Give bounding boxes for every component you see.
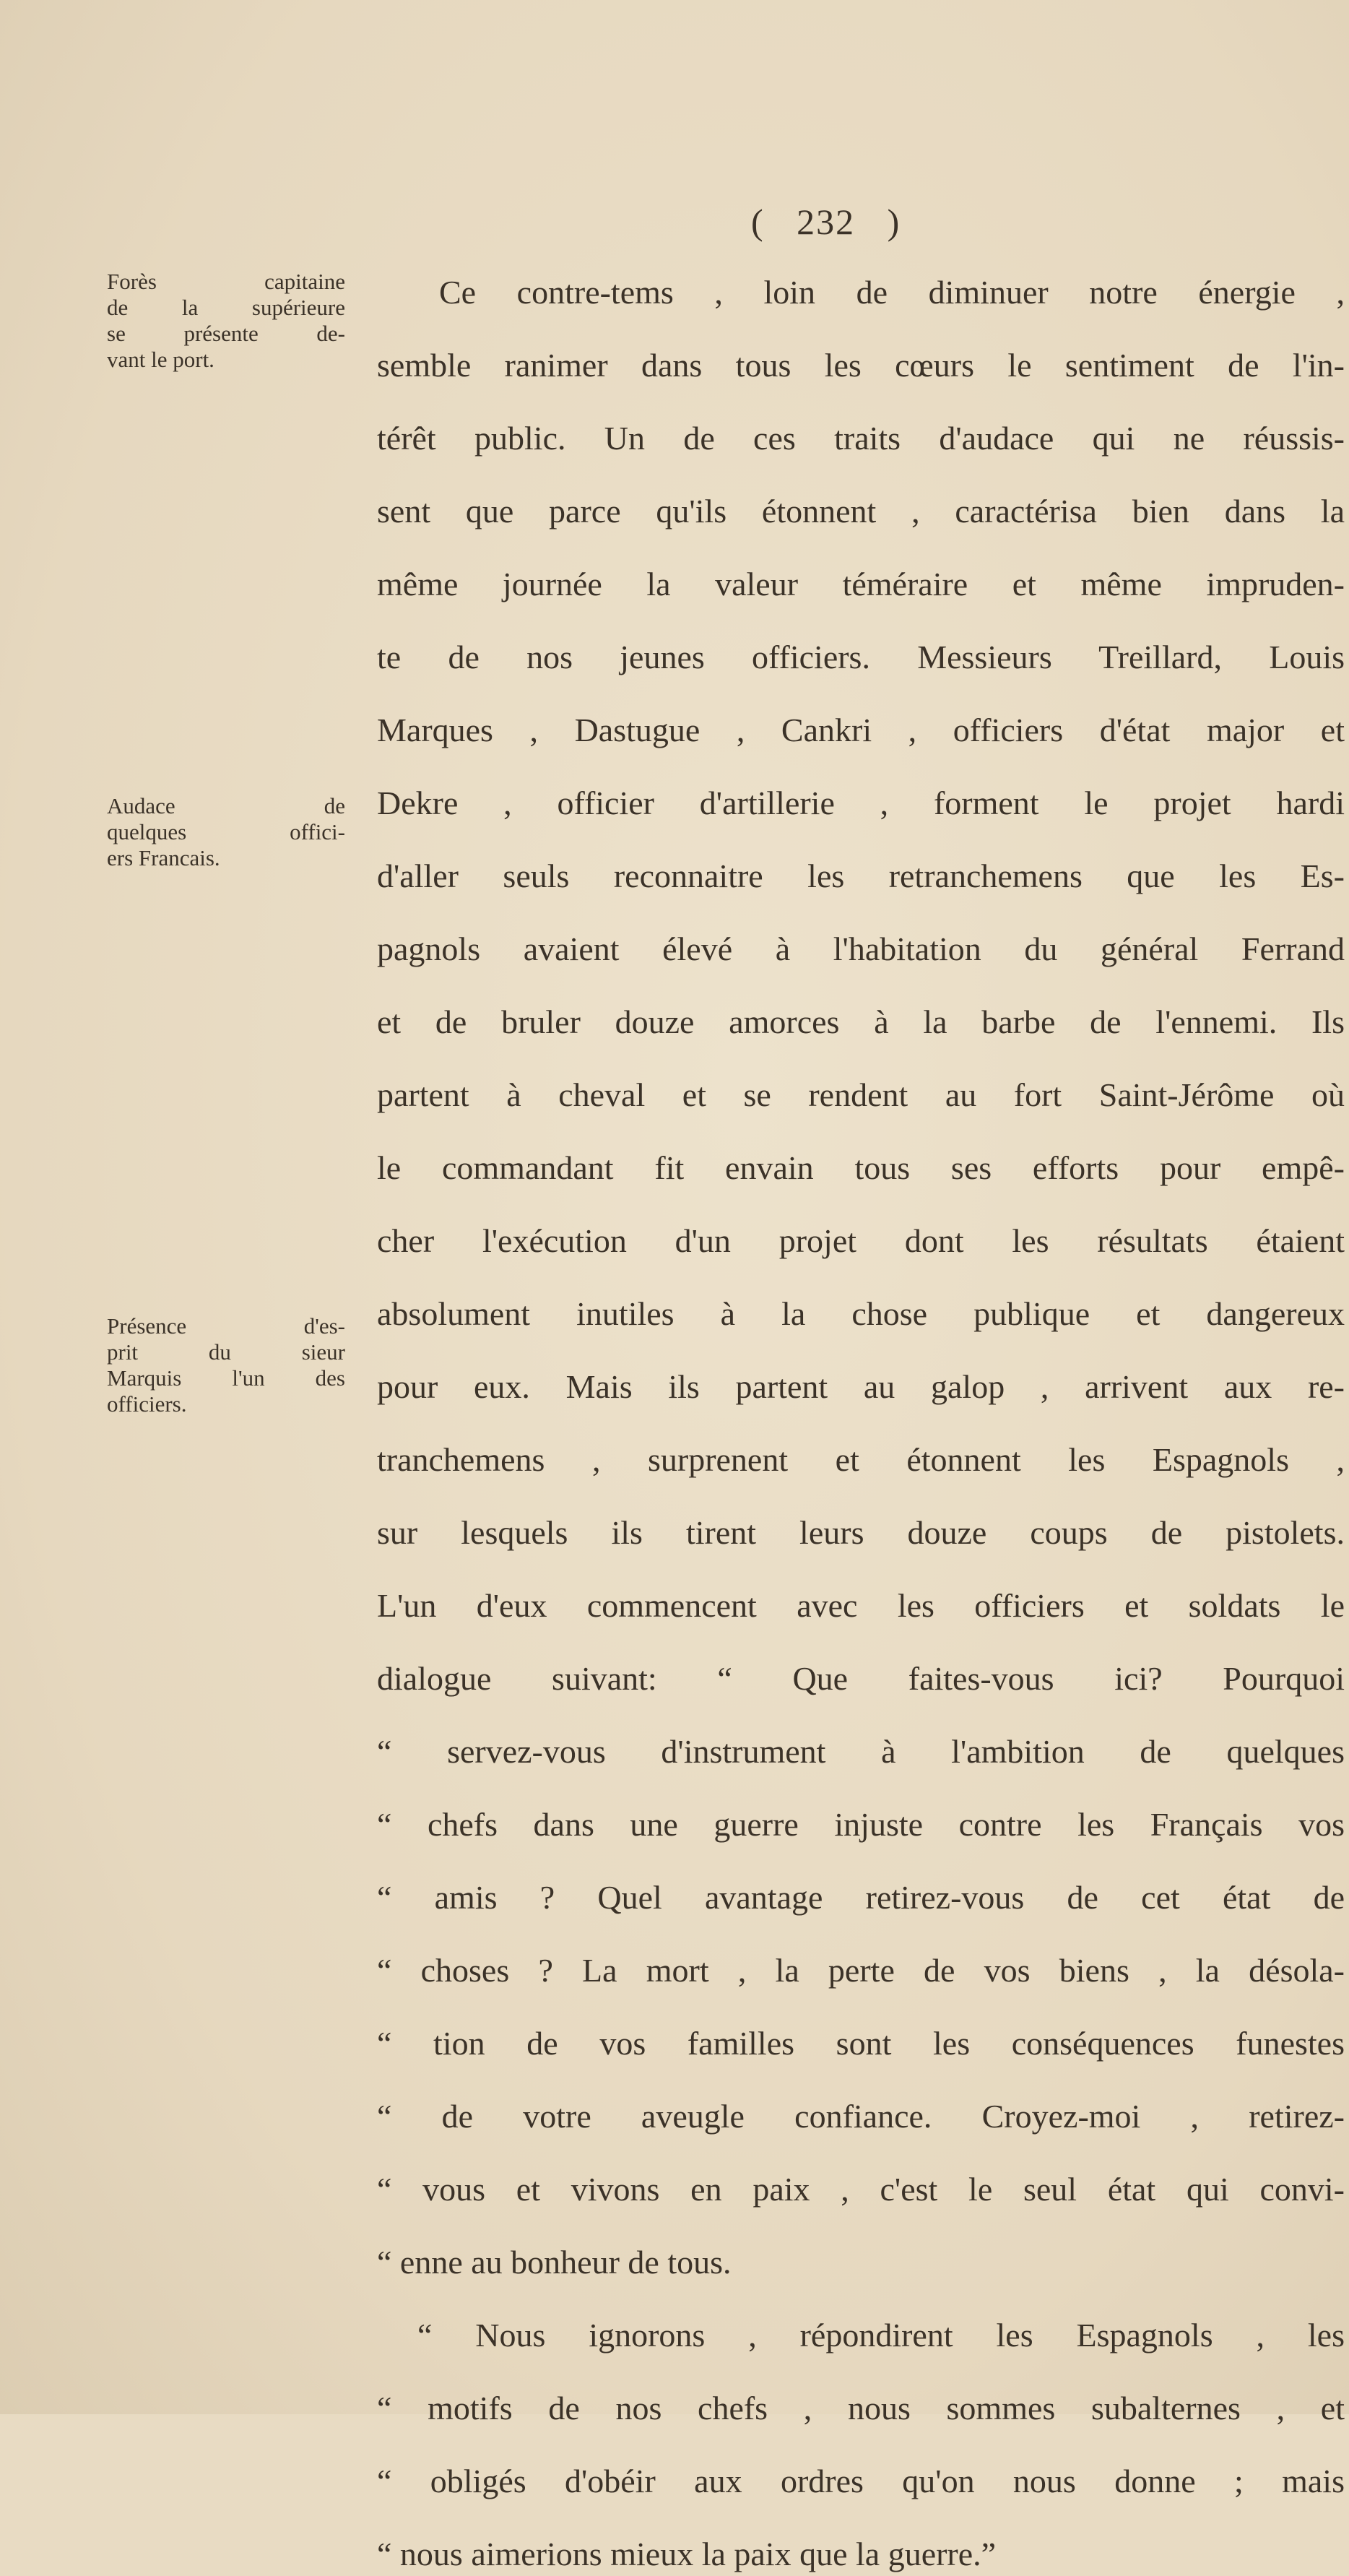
margin-note-line: prit du sieur <box>107 1339 345 1365</box>
text-line: “ servez-vous d'instrument à l'ambition de quelques <box>377 1733 1345 1770</box>
margin-note <box>107 793 345 871</box>
text-line: pagnols avaient élevé à l'habitation du général Ferrand <box>377 930 1345 967</box>
text-line: térêt public. Un de ces traits d'audace qui ne réussis- <box>377 420 1345 457</box>
margin-note-line: ers Francais. <box>107 845 220 870</box>
text-line: Dekre , officier d'artillerie , forment le projet hardi <box>377 785 1345 821</box>
text-line: L'un d'eux commencent avec les officiers et soldats le <box>377 1587 1345 1624</box>
margin-note <box>107 1313 345 1417</box>
text-line: semble ranimer dans tous les cœurs le sentiment de l'in- <box>377 347 1345 384</box>
text-line: et de bruler douze amorces à la barbe de l'ennemi. Ils <box>377 1003 1345 1040</box>
text-line: “ de votre aveugle confiance. Croyez-moi , retirez- <box>377 2098 1345 2135</box>
text-line: sur lesquels ils tirent leurs douze coups de pistolets. <box>377 1514 1345 1551</box>
text-line: d'aller seuls reconnaitre les retranchemens que les Es- <box>377 857 1345 894</box>
text-line: le commandant fit envain tous ses efforts pour empê- <box>377 1149 1345 1186</box>
margin-note-line: quelques offici- <box>107 819 345 844</box>
text-line: “ amis ? Quel avantage retirez-vous de cet état de <box>377 1879 1345 1916</box>
margin-note-line: Audace de <box>107 793 345 818</box>
margin-note-line: vant le port. <box>107 347 214 372</box>
text-line: “ motifs de nos chefs , nous sommes subalternes , et <box>377 2390 1345 2426</box>
text-line: Marques , Dastugue , Cankri , officiers d'état major et <box>377 712 1345 748</box>
margin-note-line: Présence d'es- <box>107 1313 345 1339</box>
text-line: Ce contre-tems , loin de diminuer notre énergie , <box>439 274 1345 311</box>
text-line: “ chefs dans une guerre injuste contre les Français vos <box>377 1806 1345 1843</box>
text-line: sent que parce qu'ils étonnent , caractérisa bien dans la <box>377 493 1345 530</box>
margin-note-line: officiers. <box>107 1391 187 1417</box>
text-line: “ enne au bonheur de tous. <box>377 2244 732 2281</box>
margin-note-line: se présente de- <box>107 321 345 346</box>
margin-note <box>107 269 345 373</box>
text-line: “ nous aimerions mieux la paix que la guerre.” <box>377 2536 997 2572</box>
text-line: “ obligés d'obéir aux ordres qu'on nous donne ; mais <box>377 2463 1345 2499</box>
text-line: dialogue suivant: “ Que faites-vous ici? Pourquoi <box>377 1660 1345 1697</box>
text-line: te de nos jeunes officiers. Messieurs Treillard, Louis <box>377 639 1345 675</box>
text-line: pour eux. Mais ils partent au galop , arrivent aux re- <box>377 1368 1345 1405</box>
text-line: “ choses ? La mort , la perte de vos biens , la désola- <box>377 1952 1345 1989</box>
text-line: tranchemens , surprenent et étonnent les Espagnols , <box>377 1441 1345 1478</box>
page-number: ( 232 ) <box>751 202 901 242</box>
text-line: “ tion de vos familles sont les conséquences funestes <box>377 2025 1345 2062</box>
text-line: partent à cheval et se rendent au fort Saint-Jérôme où <box>377 1076 1345 1113</box>
text-line: même journée la valeur téméraire et même impruden- <box>377 566 1345 602</box>
text-line: cher l'exécution d'un projet dont les résultats étaient <box>377 1222 1345 1259</box>
margin-note-line: Marquis l'un des <box>107 1365 345 1391</box>
margin-note-line: de la supérieure <box>107 295 345 320</box>
text-line: “ vous et vivons en paix , c'est le seul état qui convi- <box>377 2171 1345 2208</box>
margin-note-line: Forès capitaine <box>107 269 345 294</box>
text-line: “ Nous ignorons , répondirent les Espagnols , les <box>417 2317 1345 2354</box>
text-line: absolument inutiles à la chose publique et dangereux <box>377 1295 1345 1332</box>
